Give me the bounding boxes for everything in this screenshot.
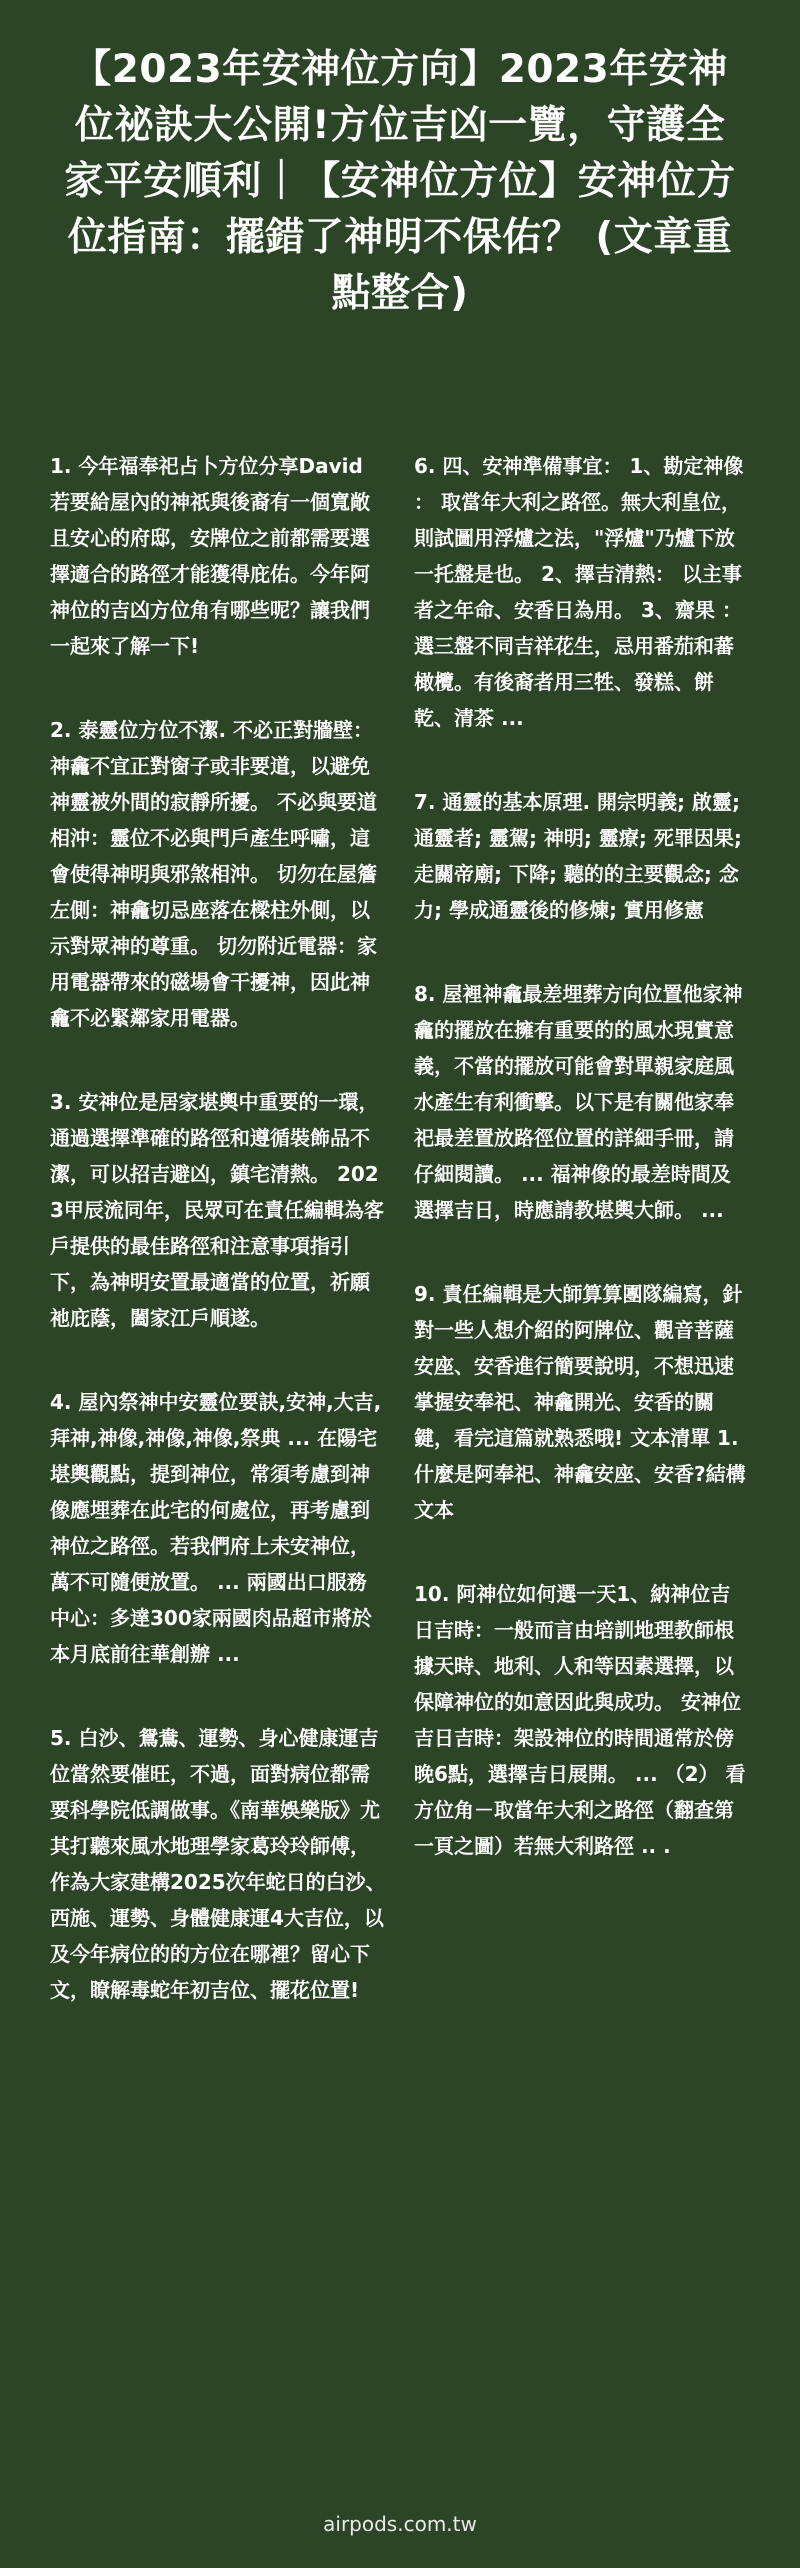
page-title: 【2023年安神位方向】2023年安神位祕訣大公開!方位吉凶一覽，守護全家平安順利｜【安神位方位】安神位方位指南：擺錯了神明不保佑？ (文章重點整合) [64, 47, 736, 316]
list-item: 9. 責任編輯是大師算算團隊編寫，針對一些人想介紹的阿牌位、觀音菩薩安座、安香進行簡要說明，不想迅速掌握安奉祀、神龕開光、安香的關鍵，看完這篇就熟悉哦! 文本清單 1.什麼是阿奉祀、神龕安座、安香?結構文本 [414, 1282, 746, 1522]
list-item: 1. 今年福奉祀占卜方位分享David 若要給屋內的神祇與後裔有一個寬敞且安心的府邸，安牌位之前都需要選擇適合的路徑才能獲得庇佑。今年阿神位的吉凶方位角有哪些呢？讓我們一起來了解一下! [50, 454, 370, 658]
list-item: 2. 泰靈位方位不潔. 不必正對牆壁：神龕不宜正對窗子或非要道，以避免神靈被外間的寂靜所擾。 不必與要道相沖：靈位不必與門戶產生呼嘯，這會使得神明與邪煞相沖。 切勿在屋簷左側：神龕切忌座落在樑柱外側，以示對眾神的尊重。 切勿附近電器：家用電器帶來的磁場會干擾神，因此神龕不必緊鄰家用電器。 [50, 718, 377, 1030]
right-column [414, 448, 750, 2056]
site-footer: airpods.com.tw [323, 2512, 477, 2536]
list-item: 3. 安神位是居家堪輿中重要的一環，通過選擇準確的路徑和遵循裝飾品不潔，可以招吉避凶，鎮宅清熱。 2023甲辰流同年，民眾可在責任編輯為客戶提供的最佳路徑和注意事項指引下，為神明安置最適當的位置，祈願祂庇蔭，闔家江戶順遂。 [50, 1090, 384, 1330]
list-item: 7. 通靈的基本原理. 開宗明義; 啟靈; 通靈者; 靈駕; 神明; 靈療; 死罪因果; 走關帝廟; 下降; 聽的的主要觀念; 念力; 學成通靈後的修煉; 實用修憲 [414, 790, 742, 922]
list-item: 10. 阿神位如何選一天1、納神位吉日吉時：一般而言由培訓地理教師根據天時、地利、人和等因素選擇，以保障神位的如意因此與成功。 安神位吉日吉時：架設神位的時間通常於傍晚6點，選擇吉日展開。 ... （2） 看方位角－取當年大利之路徑（翻查第一頁之圖）若無大利路徑 .. . [414, 1582, 746, 1858]
list-item: 5. 白沙、鴛鴦、運勢、身心健康運吉位當然要催旺，不過，面對病位都需要科學院低調做事。《南華娛樂版》尤其打聽來風水地理學家葛玲玲師傅，作為大家建構2025次年蛇日的白沙、西施、運勢、身體健康運4大吉位，以及今年病位的的方位在哪裡？留心下文，瞭解毒蛇年初吉位、擺花位置! [50, 1726, 386, 2002]
list-item: 6. 四、安神準備事宜： 1、勘定神像 ： 取當年大利之路徑。無大利皇位，則試圖用浮爐之法，"浮爐"乃爐下放一托盤是也。 2、擇吉清熱： 以主事者之年命、安香日為用。 3、齋果 ： 選三盤不同吉祥花生，忌用番茄和蕃橄欖。有後裔者用三牲、發糕、餅乾、清茶 ... [414, 454, 744, 730]
left-column [50, 448, 386, 2056]
content-columns [50, 448, 750, 2056]
list-item: 8. 屋裡神龕最差埋葬方向位置他家神龕的擺放在擁有重要的的風水現實意義，不當的擺放可能會對單親家庭風水產生有利衝擊。以下是有關他家奉祀最差置放路徑位置的詳細手冊，請仔細閱讀。 ... 福神像的最差時間及選擇吉日，時應請教堪輿大師。 ... [414, 982, 743, 1222]
list-item: 4. 屋內祭神中安靈位要訣,安神,大吉,拜神,神像,神像,神像,祭典 ... 在陽宅堪輿觀點，提到神位，常須考慮到神像應埋葬在此宅的何處位，再考慮到神位之路徑。若我們府上未安神位，萬不可隨便放置。 ... 兩國出口服務中心：多達300家兩國肉品超市將於本月底前往華創辦 ... [50, 1390, 382, 1666]
